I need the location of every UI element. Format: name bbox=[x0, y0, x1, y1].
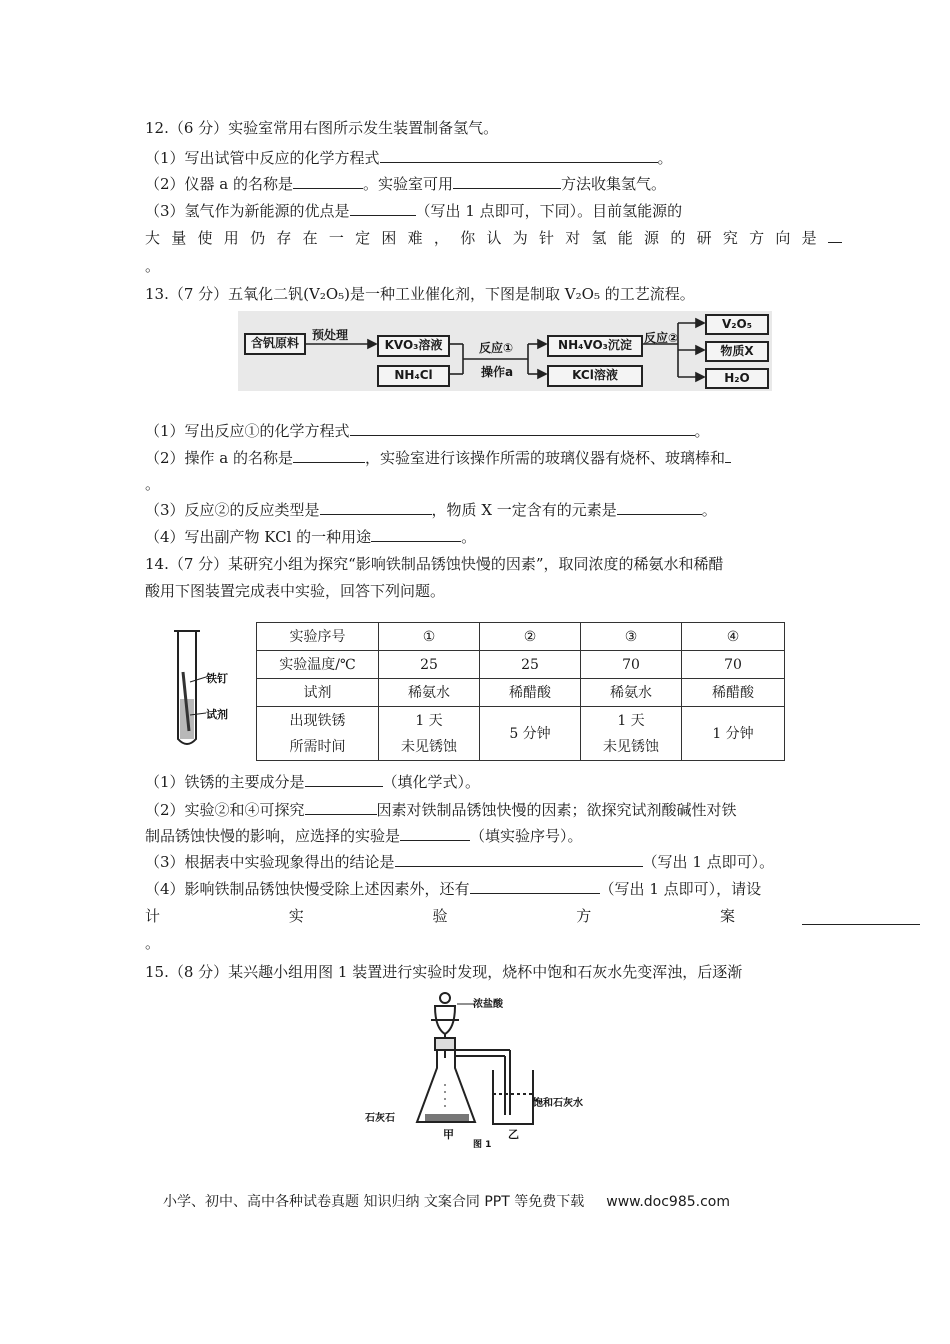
table-row bbox=[257, 679, 785, 707]
justified-char: 认 bbox=[486, 229, 502, 247]
flow-raw-material: 含钒原料 bbox=[244, 333, 306, 355]
flow-kcl: KCl溶液 bbox=[547, 365, 643, 387]
justified-char: 你 bbox=[460, 229, 476, 247]
q13-title: 13.（7 分）五氧化二钒(V₂O₅)是一种工业催化剂，下图是制取 V₂O₅ 的工艺流程。 bbox=[145, 285, 695, 303]
flow-reaction2-label: 反应② bbox=[644, 331, 679, 345]
label-limestone: 石灰石 bbox=[365, 1113, 395, 1124]
flow-kvo3: KVO₃溶液 bbox=[377, 335, 450, 357]
flow-v2o5: V₂O₅ bbox=[705, 314, 769, 335]
label-lime-water: 饱和石灰水 bbox=[533, 1098, 583, 1109]
table-cell: 稀醋酸 bbox=[682, 679, 785, 707]
justified-char: 研 bbox=[696, 229, 712, 247]
flow-substance-x: 物质X bbox=[705, 341, 769, 362]
table-cell: 稀氨水 bbox=[379, 679, 480, 707]
justified-char: 定 bbox=[355, 229, 371, 247]
table-row bbox=[257, 707, 785, 761]
justified-char: 方 bbox=[749, 229, 765, 247]
flow-h2o: H₂O bbox=[705, 368, 769, 389]
q14-title-line2: 酸用下图装置完成表中实验，回答下列问题。 bbox=[145, 582, 446, 600]
reagent-label: 试剂 bbox=[206, 708, 228, 721]
table-cell: 25 bbox=[379, 651, 480, 679]
table-cell: 1 天 未见锈蚀 bbox=[379, 707, 480, 761]
q13-part3: （3）反应②的反应类型是 ，物质 X 一定含有的元素是 。 bbox=[145, 501, 717, 519]
table-cell: 试剂 bbox=[257, 679, 379, 707]
q14-part2-line2: 制品锈蚀快慢的影响，应选择的实验是 （填实验序号）。 bbox=[145, 827, 583, 845]
footer-text: 小学、初中、高中各种试卷真题 知识归纳 文案合同 PPT 等免费下载 bbox=[163, 1194, 585, 1210]
justified-char: 案 bbox=[719, 907, 735, 925]
table-cell: 70 bbox=[581, 651, 682, 679]
q12-part3-line2 bbox=[145, 228, 842, 248]
table-cell: ② bbox=[480, 623, 581, 651]
justified-char: 为 bbox=[512, 229, 528, 247]
figure-1-apparatus bbox=[365, 990, 583, 1150]
table-cell: 1 天 未见锈蚀 bbox=[581, 707, 682, 761]
test-tube-figure bbox=[170, 627, 240, 752]
q13-part2: （2）操作 a 的名称是 ，实验室进行该操作所需的玻璃仪器有烧杯、玻璃棒和 bbox=[145, 448, 731, 468]
justified-char: 难 bbox=[407, 229, 423, 247]
flowchart-image bbox=[238, 311, 772, 391]
q12-part2: （2）仪器 a 的名称是 。实验室可用 方法收集氢气。 bbox=[145, 175, 667, 193]
table-cell: 出现铁锈 所需时间 bbox=[257, 707, 379, 761]
experiment-table bbox=[256, 622, 785, 761]
footer bbox=[163, 1191, 730, 1211]
justified-char: 大 bbox=[145, 229, 161, 247]
table-cell: ④ bbox=[682, 623, 785, 651]
q14-answer-blank bbox=[802, 910, 920, 925]
justified-char: ， bbox=[433, 229, 449, 247]
justified-char: 困 bbox=[381, 229, 397, 247]
q12-part1: （1）写出试管中反应的化学方程式 。 bbox=[145, 149, 673, 167]
label-yi: 乙 bbox=[508, 1128, 519, 1141]
justified-char: 针 bbox=[538, 229, 554, 247]
table-cell: 70 bbox=[682, 651, 785, 679]
table-cell: 实验温度/℃ bbox=[257, 651, 379, 679]
flow-pretreat-label: 预处理 bbox=[312, 328, 349, 342]
table-cell: 1 分钟 bbox=[682, 707, 785, 761]
label-jia: 甲 bbox=[443, 1128, 454, 1141]
q12-title: 12.（6 分）实验室常用右图所示发生装置制备氢气。 bbox=[145, 119, 499, 137]
q14-part2: （2）实验②和④可探究 因素对铁制品锈蚀快慢的因素；欲探究试剂酸碱性对铁 bbox=[145, 801, 737, 819]
justified-char: 源 bbox=[644, 229, 660, 247]
table-cell: 稀醋酸 bbox=[480, 679, 581, 707]
table-row bbox=[257, 651, 785, 679]
justified-char: 一 bbox=[328, 229, 344, 247]
justified-char: 能 bbox=[617, 229, 633, 247]
justified-char: 使 bbox=[197, 229, 213, 247]
q12-part3: （3）氢气作为新能源的优点是 （写出 1 点即可，下同）。目前氢能源的 bbox=[145, 202, 683, 220]
flow-nh4vo3: NH₄VO₃沉淀 bbox=[547, 335, 643, 357]
table-cell: ① bbox=[379, 623, 480, 651]
justified-char: 实 bbox=[288, 907, 304, 925]
justified-char: 是 bbox=[801, 229, 817, 247]
figure-caption: 图 1 bbox=[473, 1140, 492, 1150]
justified-char: 用 bbox=[223, 229, 239, 247]
justified-char: 的 bbox=[670, 229, 686, 247]
flow-operation-a-label: 操作a bbox=[481, 365, 514, 379]
q13-part2-end: 。 bbox=[145, 475, 161, 493]
justified-char: 在 bbox=[302, 229, 318, 247]
q14-part3: （3）根据表中实验现象得出的结论是 （写出 1 点即可）。 bbox=[145, 853, 775, 871]
table-row bbox=[257, 623, 785, 651]
justified-char: 氢 bbox=[591, 229, 607, 247]
justified-char: 方 bbox=[576, 907, 592, 925]
q14-part4: （4）影响铁制品锈蚀快慢受除上述因素外，还有 （写出 1 点即可），请设 bbox=[145, 880, 762, 898]
q14-part4-line2 bbox=[145, 906, 735, 926]
justified-char: 对 bbox=[565, 229, 581, 247]
justified-char: 仍 bbox=[250, 229, 266, 247]
justified-char: 验 bbox=[432, 907, 448, 925]
footer-link[interactable]: www.doc985.com bbox=[606, 1194, 730, 1210]
q14-title: 14.（7 分）某研究小组为探究“影响铁制品锈蚀快慢的因素”，取同浓度的稀氨水和稀醋 bbox=[145, 555, 724, 573]
nail-label: 铁钉 bbox=[206, 672, 228, 685]
justified-char: 向 bbox=[775, 229, 791, 247]
flow-reaction1-label: 反应① bbox=[479, 341, 514, 355]
q15-title: 15.（8 分）某兴趣小组用图 1 装置进行实验时发现，烧杯中饱和石灰水先变浑浊，后逐渐 bbox=[145, 963, 743, 981]
q13-part4: （4）写出副产物 KCl 的一种用途 。 bbox=[145, 528, 477, 546]
justified-char: 存 bbox=[276, 229, 292, 247]
table-cell: 实验序号 bbox=[257, 623, 379, 651]
q14-end: 。 bbox=[145, 934, 161, 952]
table-cell: ③ bbox=[581, 623, 682, 651]
flow-nh4cl: NH₄Cl bbox=[377, 365, 450, 387]
justified-char: 计 bbox=[145, 907, 161, 925]
table-cell: 25 bbox=[480, 651, 581, 679]
q14-part1: （1）铁锈的主要成分是 （填化学式）。 bbox=[145, 773, 481, 791]
justified-char: 量 bbox=[171, 229, 187, 247]
answer-blank bbox=[828, 228, 842, 243]
table-cell: 5 分钟 bbox=[480, 707, 581, 761]
label-conc-hcl: 浓盐酸 bbox=[473, 999, 503, 1010]
q12-end: 。 bbox=[145, 257, 161, 275]
q13-part1: （1）写出反应①的化学方程式 。 bbox=[145, 422, 710, 440]
justified-char: 究 bbox=[722, 229, 738, 247]
table-cell: 稀氨水 bbox=[581, 679, 682, 707]
